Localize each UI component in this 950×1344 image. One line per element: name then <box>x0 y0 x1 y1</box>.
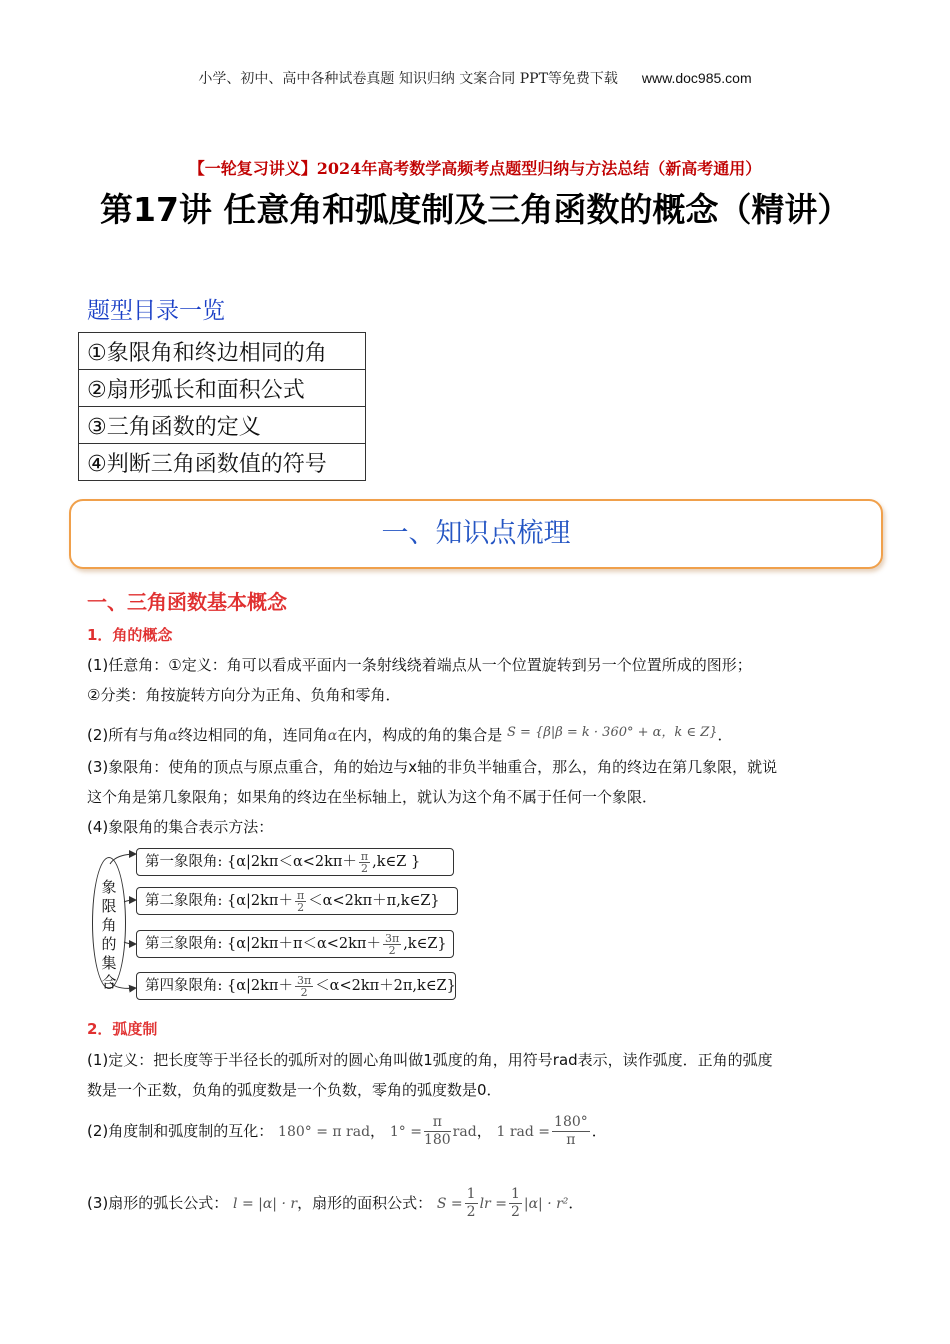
paragraph: (1)定义：把长度等于半径长的弧所对的圆心角叫做1弧度的角，用符号rad表示，读作弧度．正角的弧度 <box>87 1051 773 1069</box>
toc-table <box>78 332 366 481</box>
quadrant-1-box: 第一象限角: {α|2kπ＜α<2kπ＋ $\frac{\pi}{2}$ ,k∈Z } <box>136 848 454 876</box>
page-header <box>0 68 950 88</box>
paragraph: (3)象限角：使角的顶点与原点重合，角的始边与x轴的非负半轴重合，那么，角的终边在第几象限，就说 <box>87 758 778 776</box>
paragraph: 这个角是第几象限角；如果角的终边在坐标轴上，就认为这个角不属于任何一个象限． <box>87 788 658 806</box>
set-formula: S = {β|β = k · 360° + α，k ∈ Z} <box>507 725 718 740</box>
toc-heading: 题型目录一览 <box>87 298 225 324</box>
header-text: 小学、初中、高中各种试卷真题 知识归纳 文案合同 PPT等免费下载 <box>198 71 618 87</box>
arc-formula: l = |α| · r <box>233 1196 298 1212</box>
quadrant-diagram <box>88 840 468 1010</box>
paragraph: (4)象限角的集合表示方法： <box>87 818 274 836</box>
paragraph: 数是一个正数，负角的弧度数是一个负数，零角的弧度数是0． <box>87 1081 502 1099</box>
diagram-label: 象限角的集合 <box>101 878 117 991</box>
paragraph: (2)所有与角α终边相同的角，连同角α在内，构成的角的集合是 S = {β|β = k · 360° + α，k ∈ Z}． <box>87 725 733 744</box>
document-title: 第17讲 任意角和弧度制及三角函数的概念（精讲） <box>100 190 851 229</box>
toc-item[interactable]: ③三角函数的定义 <box>79 407 366 444</box>
toc-item[interactable]: ②扇形弧长和面积公式 <box>79 370 366 407</box>
paragraph: ②分类：角按旋转方向分为正角、负角和零角． <box>87 686 401 704</box>
document-subtitle: 【一轮复习讲义】2024年高考数学高频考点题型归纳与方法总结（新高考通用） <box>188 159 762 178</box>
paragraph: (1)任意角：①定义：角可以看成平面内一条射线绕着端点从一个位置旋转到另一个位置所成的图形； <box>87 656 752 674</box>
conversion-line: (2)角度制和弧度制的互化： 180° = π rad， 1° = $\frac{\pi}{180}$ rad， 1 rad = $\frac{180^\circ}{\pi}$ ． <box>87 1114 607 1148</box>
quadrant-4-box: 第四象限角: {α|2kπ＋ $\frac{3\pi}{2}$ ＜α<2kπ＋2π,k∈Z} <box>136 972 456 1000</box>
section-banner: 一、知识点梳理 <box>69 499 883 569</box>
quadrant-3-box: 第三象限角: {α|2kπ＋π＜α<2kπ＋ $\frac{3\pi}{2}$ ,k∈Z} <box>136 930 454 958</box>
part2-heading: 2．弧度制 <box>87 1020 158 1038</box>
section-heading: 一、三角函数基本概念 <box>87 590 287 614</box>
sector-formula-line: (3)扇形的弧长公式： l = |α| · r，扇形的面积公式： S = $\frac{1}{2}$ lr = $\frac{1}{2}$ |α| · r²． <box>87 1186 584 1220</box>
toc-item[interactable]: ④判断三角函数值的符号 <box>79 444 366 481</box>
part1-heading: 1．角的概念 <box>87 626 173 644</box>
formula-180: 180° = π rad <box>278 1124 371 1140</box>
header-site[interactable]: www.doc985.com <box>641 70 752 86</box>
toc-item[interactable]: ①象限角和终边相同的角 <box>79 333 366 370</box>
quadrant-2-box: 第二象限角: {α|2kπ＋ $\frac{\pi}{2}$ ＜α<2kπ＋π,k∈Z} <box>136 887 458 915</box>
